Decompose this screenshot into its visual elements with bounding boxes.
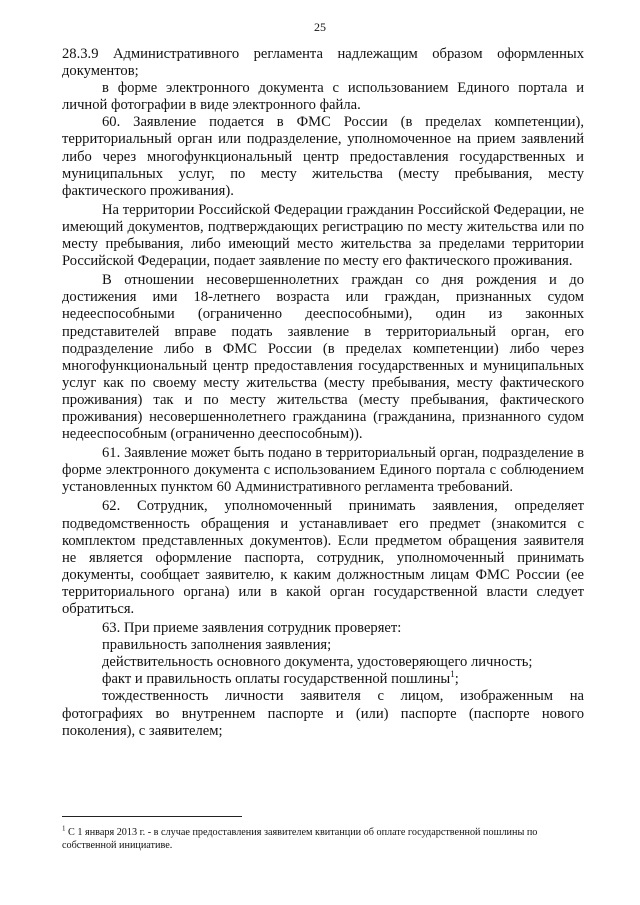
footnote-reference[interactable]: 1 (450, 669, 455, 680)
footnote (62, 826, 584, 852)
paragraph: На территории Российской Федерации гражданин Российской Федерации, не имеющий документов, подтверждающих регистрацию по месту жительства или по месту пребывания, либо имеющий место жительства за пределами территории Российской Федерации, подает заявление по месту его фактического проживания. (62, 201, 584, 270)
paragraph: действительность основного документа, удостоверяющего личность; (102, 654, 533, 671)
paragraph: 63. При приеме заявления сотрудник проверяет: (102, 620, 402, 637)
paragraph: 61. Заявление может быть подано в территориальный орган, подразделение в форме электронного документа с использованием Единого портала с соблюдением установленных пунктом 60 Административного регламента требований. (62, 445, 584, 496)
footnote-divider (62, 816, 242, 817)
paragraph: правильность заполнения заявления; (102, 637, 332, 654)
page-number: 25 (314, 20, 326, 34)
paragraph: тождественность личности заявителя с лицом, изображенным на фотографиях во внутреннем паспорте и (или) паспорте (паспорте нового поколения), с заявителем; (62, 688, 584, 739)
paragraph: 62. Сотрудник, уполномоченный принимать заявления, определяет подведомственность обращения и устанавливает его предмет (знакомится с комплектом представленных документов). Если предметом обращения заявителя не является оформление паспорта, сотрудник, уполномоченный принимать документы, сообщает заявителю, к каким должностным лицам ФМС России (ее территориального органа) или в какой орган государственной власти следует обратиться. (62, 498, 584, 617)
document-body (62, 46, 584, 740)
paragraph-text-end: ; (454, 671, 459, 688)
paragraph: В отношении несовершеннолетних граждан со дня рождения и до достижения ими 18-летнего возраста или граждан, признанных судом недееспособными (ограниченно дееспособными), один из законных представителей вправе подать заявление в территориальный орган, его подразделение либо в ФМС России (в пределах компетенции) либо через многофункциональный центр предоставления государственных и муниципальных услуг как по своему месту жительства (месту пребывания, месту фактического проживания) так и по месту жительства (месту пребывания, фактического проживания) несовершеннолетнего гражданина (гражданина, признанного судом недееспособным (ограниченно дееспособным)). (62, 272, 584, 443)
paragraph (62, 671, 584, 688)
footnote-text: С 1 января 2013 г. - в случае предоставления заявителем квитанции об оплате государственной пошлины по собственной инициативе. (62, 827, 538, 851)
paragraph: 60. Заявление подается в ФМС России (в пределах компетенции), территориальный орган или подразделение, уполномоченное на прием заявлений либо через многофункциональный центр предоставления государственных и муниципальных услуг, по месту жительства (месту пребывания, месту фактического проживания). (62, 114, 584, 199)
paragraph: в форме электронного документа с использованием Единого портала и личной фотографии в виде электронного файла. (62, 80, 584, 114)
paragraph-text: факт и правильность оплаты государственной пошлины (102, 671, 451, 688)
footnote-mark: 1 (62, 824, 66, 833)
paragraph: 28.3.9 Административного регламента надлежащим образом оформленных документов; (62, 46, 584, 80)
